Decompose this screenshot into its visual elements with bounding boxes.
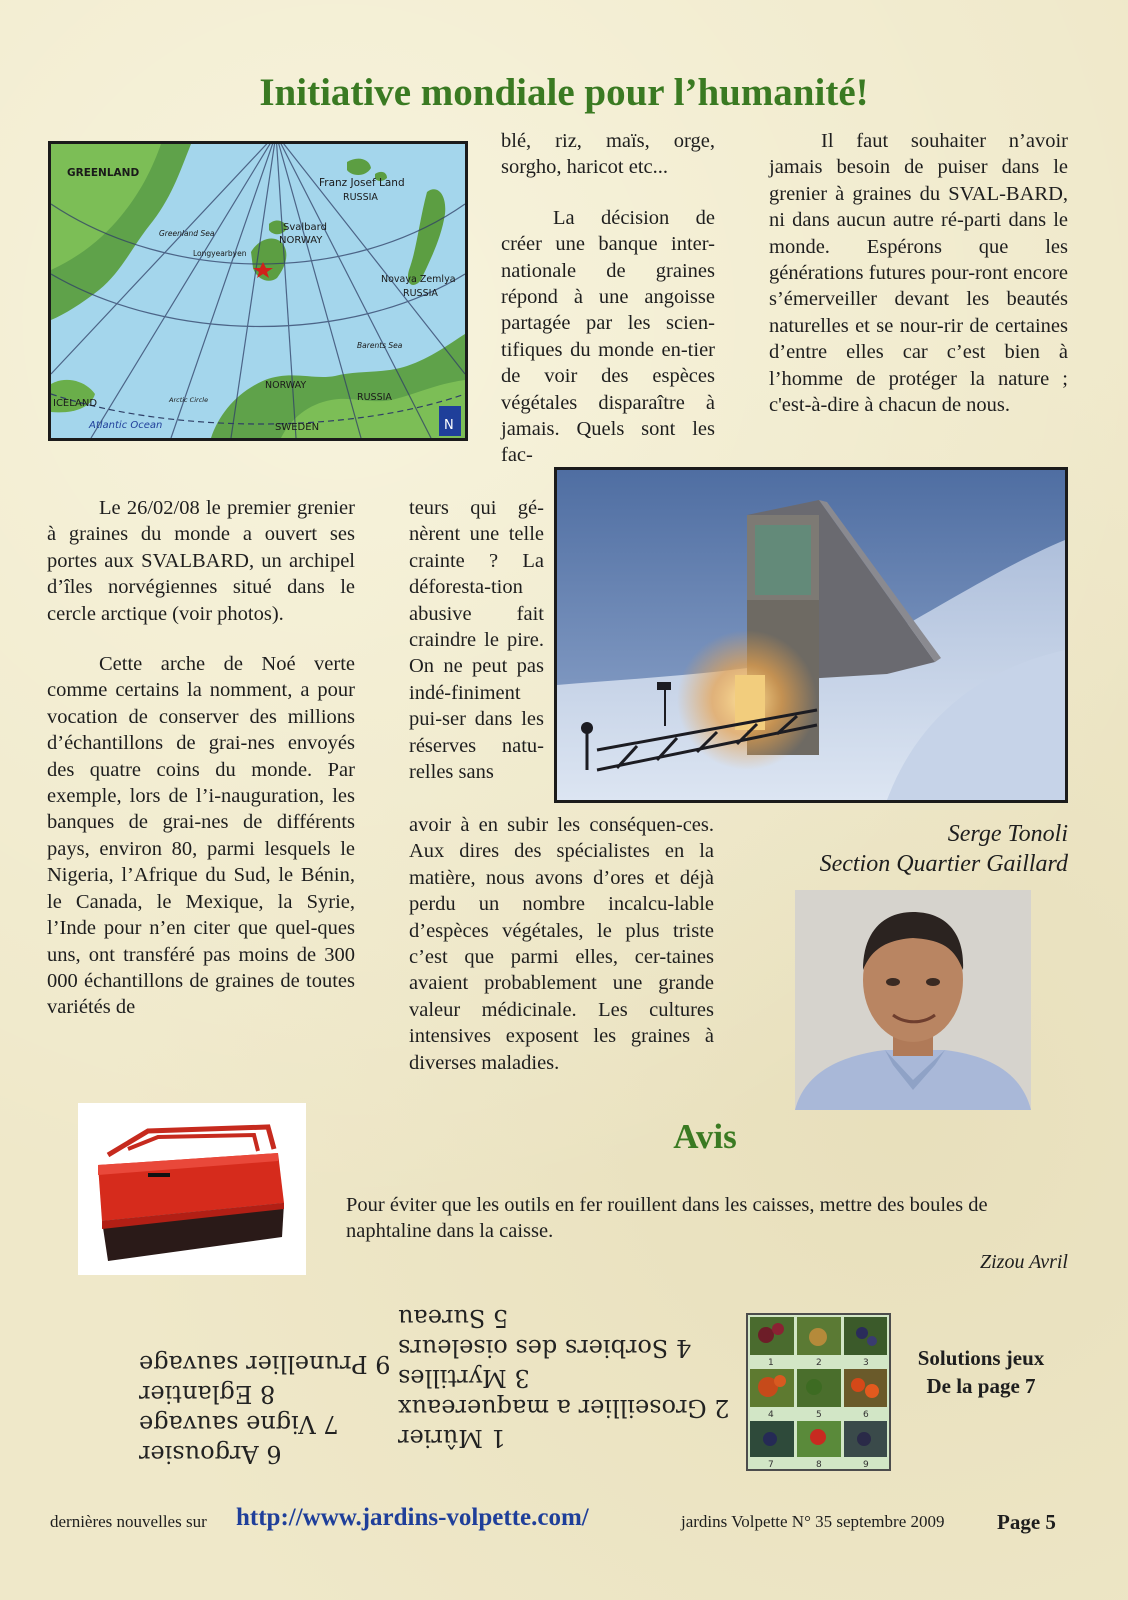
grid-number: 2 [816, 1358, 822, 1368]
avis-title: Avis [673, 1117, 737, 1156]
solution-item: 4 Sorbiers des oiseleurs [398, 1334, 692, 1362]
map-label-russia-mid: RUSSIA [403, 288, 438, 299]
paragraph: Le 26/02/08 le premier grenier à graines du monde a ouvert ses portes aux SVALBARD, un archipel d’îles norvégiennes situé dans le cercle arctique (voir photos). [47, 497, 355, 625]
north-arrow-icon: N [444, 418, 454, 433]
map-label-franz-josef: Franz Josef Land [319, 177, 405, 189]
svalbard-map [48, 141, 468, 441]
grid-number: 7 [768, 1460, 774, 1469]
map-label-barents: Barents Sea [357, 341, 403, 350]
solutions-label-line1: Solutions jeux [917, 1346, 1045, 1370]
column-middle-narrow: teurs qui gé-nèrent une telle crainte ? La déforesta-tion abusive fait craindre le pire. On ne peut pas indé-finiment pui-ser dans les réserves natu-relles sans [409, 497, 544, 784]
solution-item: 2 Groseillier a maquereaux [398, 1394, 730, 1422]
paragraph: Cette arche de Noé verte comme certains la nomment, a pour vocation de conserver des millions d’échantillons de grai-nes envoyés des quatre coins du monde. Par exemple, lors de l’i-nauguration, les banques de grai-nes de différents pays, environ 80, parmi lesquels le Nigeria, l’Afrique du Sud, le Bénin, le Canada, le Mexique, la Syrie, l’Inde pour n’en citer que quel-ques uns, ont transféré pas moins de 300 000 échantillons de graines de toutes variétés de [47, 653, 355, 1019]
map-label-greenland-sea: Greenland Sea [159, 229, 215, 238]
grid-number: 3 [863, 1358, 869, 1368]
footer-issue: jardins Volpette N° 35 septembre 2009 [681, 1512, 945, 1531]
avis-text: Pour éviter que les outils en fer rouillent dans les caisses, mettre des boules de naphtaline dans la caisse. [346, 1194, 988, 1243]
page-number: Page 5 [997, 1510, 1056, 1534]
avis-author: Zizou Avril [980, 1251, 1068, 1273]
solutions-label-line2: De la page 7 [926, 1374, 1036, 1398]
solutions-label [906, 1344, 1056, 1400]
map-label-russia-bottom: RUSSIA [357, 392, 392, 403]
solution-item: 1 Mûrier [398, 1424, 507, 1452]
solution-item: 6 Argousier [138, 1440, 282, 1468]
berries-puzzle-grid [746, 1313, 891, 1471]
solutions-list-a [400, 1303, 730, 1473]
column-middle-bottom: avoir à en subir les conséquen-ces. Aux dires des spécialistes en la matière, nous avons d’ores et déjà perdu un nombre incalcu-lable d’espèces végétales, le plus triste c’est que parmi elles, cer-taines avaient probablement une grande valeur médicinale. Les cultures intensives exposent les graines à diverses maladies. [409, 814, 714, 1074]
solution-item: 7 Vigne sauvage [138, 1410, 339, 1438]
solution-item: 3 Myrtilles [398, 1364, 531, 1392]
toolbox-photo [78, 1103, 306, 1275]
map-label-norway-top: NORWAY [279, 235, 323, 246]
column-right-top: Il faut souhaiter n’avoir jamais besoin de puiser dans le grenier à graines du SVAL-BARD, ni dans aucun autre ré-parti dans le monde. Espérons que les générations futures pour-ront encore s’émerveiller devant les beautés naturelles et se nour-rir de certaines d’entre elles car c’est bien à l’homme de protéger la nature ; c'est-à-dire à chacun de nous. [769, 130, 1068, 417]
map-label-atlantic: Atlantic Ocean [89, 420, 163, 431]
solution-item: 9 Prunellier sauvage [138, 1350, 390, 1378]
solution-item: 5 Sureau [398, 1304, 509, 1332]
footer-left-text: dernières nouvelles sur [50, 1512, 207, 1531]
grid-number: 4 [768, 1410, 774, 1420]
column-left [47, 495, 355, 1021]
grid-number: 1 [768, 1358, 774, 1368]
grid-number: 6 [863, 1410, 869, 1420]
map-label-arctic-circle: Arctic Circle [169, 396, 209, 404]
author-portrait [795, 890, 1031, 1110]
author-section: Section Quartier Gaillard [819, 851, 1068, 877]
article-title: Initiative mondiale pour l’humanité! [259, 71, 869, 114]
solutions-list-b [130, 1333, 390, 1473]
grid-number: 8 [816, 1460, 822, 1469]
map-label-sweden: SWEDEN [275, 422, 320, 433]
seed-vault-photo [554, 467, 1068, 803]
paragraph: blé, riz, maïs, orge, sorgho, haricot etc... [501, 130, 715, 179]
map-label-greenland: GREENLAND [67, 167, 140, 179]
grid-number: 5 [816, 1410, 822, 1420]
map-label-iceland: ICELAND [53, 398, 98, 409]
footer-website-link[interactable]: http://www.jardins-volpette.com/ [236, 1504, 589, 1531]
map-label-novaya: Novaya Zemlya [381, 274, 456, 285]
solution-item: 8 Eglantier [138, 1380, 275, 1408]
map-label-russia-top: RUSSIA [343, 192, 378, 203]
map-label-svalbard: Svalbard [283, 222, 327, 233]
author-signature [760, 819, 1068, 879]
map-label-norway-bottom: NORWAY [265, 380, 307, 391]
grid-number: 9 [863, 1460, 869, 1469]
paragraph: La décision de créer une banque inter-nationale de graines répond à une angoisse partagée par les scien-tifiques du monde en-tier de voir des espèces végétales disparaître à jamais. Quels sont les fac- [501, 206, 715, 467]
column-middle-top [501, 128, 715, 469]
author-name: Serge Tonoli [947, 821, 1068, 847]
map-label-longyearbyen: Longyearbyen [193, 249, 247, 258]
